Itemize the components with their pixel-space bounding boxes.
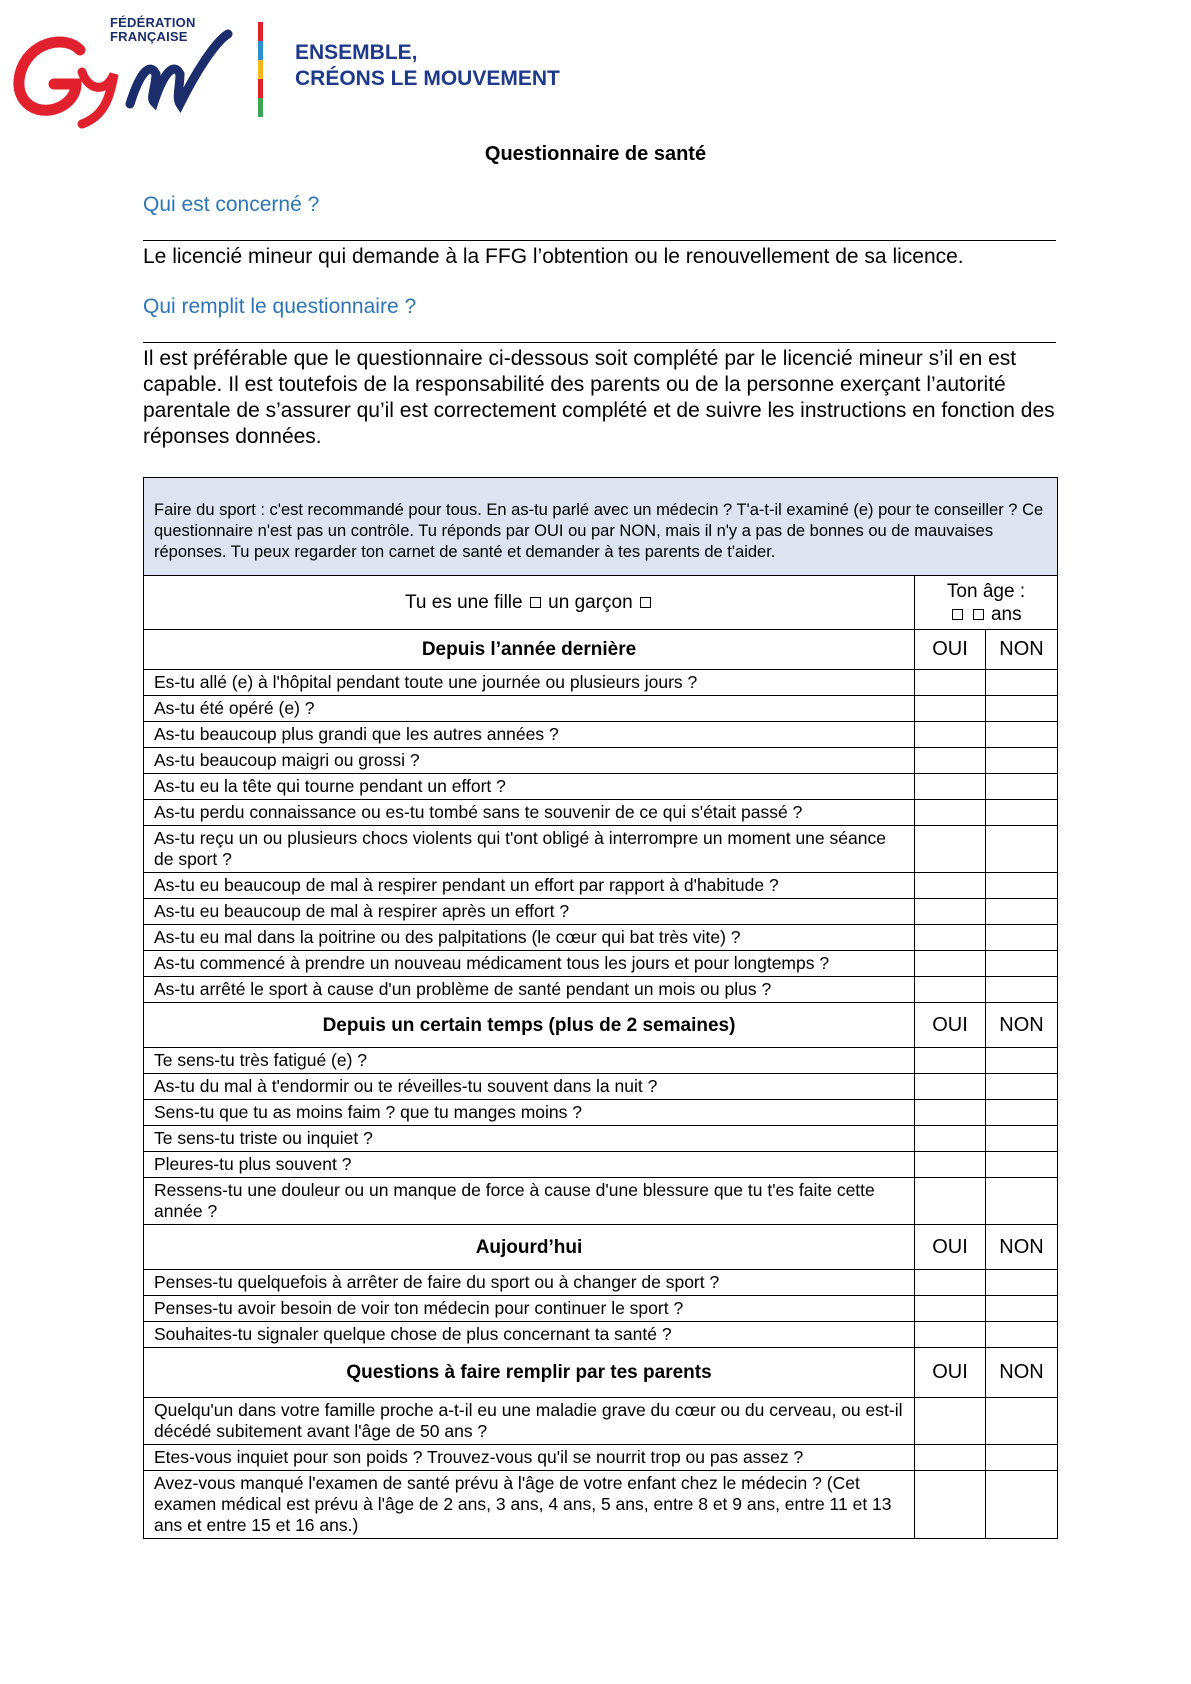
table-row <box>144 1471 1058 1539</box>
non-column-header: NON <box>986 1348 1058 1398</box>
answer-oui-cell[interactable] <box>915 696 986 722</box>
table-row <box>144 951 1058 977</box>
age-digit-box[interactable] <box>973 609 984 620</box>
table-row <box>144 873 1058 899</box>
question-text: As-tu reçu un ou plusieurs chocs violents qui t'ont obligé à interrompre un moment une séance de sport ? <box>144 826 915 873</box>
table-row <box>144 925 1058 951</box>
answer-non-cell[interactable] <box>986 722 1058 748</box>
group-heading: Questions à faire remplir par tes parents <box>144 1348 915 1398</box>
table-row <box>144 1152 1058 1178</box>
age-digit-box[interactable] <box>952 609 963 620</box>
age-label: Ton âge : <box>946 580 1026 602</box>
table-row <box>144 1074 1058 1100</box>
answer-oui-cell[interactable] <box>915 1100 986 1126</box>
answer-oui-cell[interactable] <box>915 1270 986 1296</box>
oui-column-header: OUI <box>915 1225 986 1270</box>
answer-oui-cell[interactable] <box>915 670 986 696</box>
answer-oui-cell[interactable] <box>915 1398 986 1445</box>
question-text: Te sens-tu très fatigué (e) ? <box>144 1048 915 1074</box>
table-row <box>144 1398 1058 1445</box>
answer-oui-cell[interactable] <box>915 899 986 925</box>
table-row <box>144 1270 1058 1296</box>
answer-non-cell[interactable] <box>986 1398 1058 1445</box>
answer-oui-cell[interactable] <box>915 1048 986 1074</box>
sex-label-girl: Tu es une fille <box>405 592 523 613</box>
question-text: As-tu été opéré (e) ? <box>144 696 915 722</box>
table-row <box>144 1296 1058 1322</box>
question-text: As-tu arrêté le sport à cause d'un problème de santé pendant un mois ou plus ? <box>144 977 915 1003</box>
answer-oui-cell[interactable] <box>915 748 986 774</box>
table-row <box>144 800 1058 826</box>
question-text: Souhaites-tu signaler quelque chose de plus concernant ta santé ? <box>144 1322 915 1348</box>
section-question-concerned: Qui est concerné ? <box>143 193 320 216</box>
table-row <box>144 696 1058 722</box>
question-text: Penses-tu quelquefois à arrêter de faire du sport ou à changer de sport ? <box>144 1270 915 1296</box>
question-text: As-tu eu beaucoup de mal à respirer après un effort ? <box>144 899 915 925</box>
header <box>10 12 570 130</box>
answer-non-cell[interactable] <box>986 873 1058 899</box>
table-row <box>144 1322 1058 1348</box>
answer-oui-cell[interactable] <box>915 925 986 951</box>
answer-oui-cell[interactable] <box>915 1445 986 1471</box>
question-text: Te sens-tu triste ou inquiet ? <box>144 1126 915 1152</box>
table-row <box>144 1126 1058 1152</box>
answer-oui-cell[interactable] <box>915 951 986 977</box>
intro-text: Faire du sport : c'est recommandé pour tous. En as-tu parlé avec un médecin ? T'a-t-il examiné (e) pour te conseiller ? Ce questionnaire n'est pas un contrôle. Tu réponds par OUI ou par NON, mais il n'y a pas de bonnes ou de mauvaises réponses. Tu peux regarder ton carnet de santé et demander à tes parents de t'aider. <box>144 478 1058 576</box>
answer-non-cell[interactable] <box>986 1445 1058 1471</box>
answer-non-cell[interactable] <box>986 670 1058 696</box>
answer-oui-cell[interactable] <box>915 774 986 800</box>
question-text: As-tu beaucoup maigri ou grossi ? <box>144 748 915 774</box>
table-row <box>144 899 1058 925</box>
answer-non-cell[interactable] <box>986 925 1058 951</box>
age-field <box>915 576 1058 630</box>
answer-non-cell[interactable] <box>986 826 1058 873</box>
group-heading: Depuis l’année dernière <box>144 630 915 670</box>
answer-non-cell[interactable] <box>986 1270 1058 1296</box>
answer-non-cell[interactable] <box>986 1048 1058 1074</box>
sex-label-boy: un garçon <box>548 592 633 613</box>
answer-non-cell[interactable] <box>986 1126 1058 1152</box>
answer-non-cell[interactable] <box>986 800 1058 826</box>
answer-non-cell[interactable] <box>986 977 1058 1003</box>
answer-non-cell[interactable] <box>986 748 1058 774</box>
divider <box>143 342 1056 343</box>
answer-oui-cell[interactable] <box>915 800 986 826</box>
answer-oui-cell[interactable] <box>915 722 986 748</box>
table-row <box>144 826 1058 873</box>
age-suffix: ans <box>990 603 1022 625</box>
answer-oui-cell[interactable] <box>915 977 986 1003</box>
checkbox-girl[interactable] <box>530 597 541 608</box>
answer-oui-cell[interactable] <box>915 826 986 873</box>
question-text: As-tu beaucoup plus grandi que les autres années ? <box>144 722 915 748</box>
health-questionnaire-table <box>143 477 1058 1539</box>
question-text: As-tu commencé à prendre un nouveau médicament tous les jours et pour longtemps ? <box>144 951 915 977</box>
oui-column-header: OUI <box>915 1003 986 1048</box>
sex-selector <box>144 576 915 630</box>
answer-non-cell[interactable] <box>986 951 1058 977</box>
question-text: As-tu eu la tête qui tourne pendant un effort ? <box>144 774 915 800</box>
question-text: As-tu eu mal dans la poitrine ou des palpitations (le cœur qui bat très vite) ? <box>144 925 915 951</box>
question-text: Ressens-tu une douleur ou un manque de force à cause d'une blessure que tu t'es faite cette année ? <box>144 1178 915 1225</box>
oui-column-header: OUI <box>915 630 986 670</box>
table-row <box>144 977 1058 1003</box>
logo-org-name: FÉDÉRATION FRANÇAISE <box>110 15 196 44</box>
table-row <box>144 722 1058 748</box>
answer-non-cell[interactable] <box>986 774 1058 800</box>
answer-oui-cell[interactable] <box>915 873 986 899</box>
group-header-row <box>144 1225 1058 1270</box>
table-row <box>144 748 1058 774</box>
question-text: Sens-tu que tu as moins faim ? que tu manges moins ? <box>144 1100 915 1126</box>
question-text: Etes-vous inquiet pour son poids ? Trouvez-vous qu'il se nourrit trop ou pas assez ? <box>144 1445 915 1471</box>
group-header-row <box>144 630 1058 670</box>
table-row <box>144 1178 1058 1225</box>
answer-non-cell[interactable] <box>986 1178 1058 1225</box>
oui-column-header: OUI <box>915 1348 986 1398</box>
divider <box>143 240 1056 241</box>
question-text: Penses-tu avoir besoin de voir ton médecin pour continuer le sport ? <box>144 1296 915 1322</box>
question-text: Es-tu allé (e) à l'hôpital pendant toute une journée ou plusieurs jours ? <box>144 670 915 696</box>
answer-non-cell[interactable] <box>986 1296 1058 1322</box>
question-text: As-tu du mal à t'endormir ou te réveilles-tu souvent dans la nuit ? <box>144 1074 915 1100</box>
checkbox-boy[interactable] <box>640 597 651 608</box>
table-row <box>144 670 1058 696</box>
answer-oui-cell[interactable] <box>915 1178 986 1225</box>
non-column-header: NON <box>986 630 1058 670</box>
group-heading: Aujourd’hui <box>144 1225 915 1270</box>
non-column-header: NON <box>986 1003 1058 1048</box>
answer-non-cell[interactable] <box>986 696 1058 722</box>
table-row <box>144 774 1058 800</box>
answer-oui-cell[interactable] <box>915 1152 986 1178</box>
group-header-row <box>144 1348 1058 1398</box>
answer-non-cell[interactable] <box>986 899 1058 925</box>
answer-non-cell[interactable] <box>986 1471 1058 1539</box>
logo-color-bar <box>258 22 263 117</box>
section-answer-who-fills: Il est préférable que le questionnaire ci-dessous soit complété par le licencié mineur s’il en est capable. Il est toutefois de la responsabilité des parents ou de la personne exerçant l’autorité parentale de s’assurer qu’il est correctement complété et de suivre les instructions en fonction des réponses données. <box>143 347 1055 448</box>
answer-non-cell[interactable] <box>986 1074 1058 1100</box>
answer-oui-cell[interactable] <box>915 1074 986 1100</box>
page-title: Questionnaire de santé <box>484 143 707 165</box>
answer-non-cell[interactable] <box>986 1322 1058 1348</box>
section-answer-concerned: Le licencié mineur qui demande à la FFG l’obtention ou le renouvellement de sa licence. <box>143 245 964 268</box>
group-header-row <box>144 1003 1058 1048</box>
group-heading: Depuis un certain temps (plus de 2 semaines) <box>144 1003 915 1048</box>
answer-non-cell[interactable] <box>986 1100 1058 1126</box>
answer-non-cell[interactable] <box>986 1152 1058 1178</box>
section-question-who-fills: Qui remplit le questionnaire ? <box>143 295 417 318</box>
table-row <box>144 1445 1058 1471</box>
table-row <box>144 1048 1058 1074</box>
non-column-header: NON <box>986 1225 1058 1270</box>
question-text: Quelqu'un dans votre famille proche a-t-il eu une maladie grave du cœur ou du cerveau, ou est-il décédé subitement avant l'âge de 50 ans ? <box>144 1398 915 1445</box>
answer-oui-cell[interactable] <box>915 1322 986 1348</box>
question-text: Avez-vous manqué l'examen de santé prévu à l'âge de votre enfant chez le médecin ? (Cet examen médical est prévu à l'âge de 2 ans, 3 ans, 4 ans, 5 ans, entre 8 et 9 ans, entre 11 et 13 ans et entre 15 et 16 ans.) <box>144 1471 915 1539</box>
slogan: ENSEMBLE, CRÉONS LE MOUVEMENT <box>295 41 560 90</box>
question-text: As-tu eu beaucoup de mal à respirer pendant un effort par rapport à d'habitude ? <box>144 873 915 899</box>
question-text: As-tu perdu connaissance ou es-tu tombé sans te souvenir de ce qui s'était passé ? <box>144 800 915 826</box>
answer-oui-cell[interactable] <box>915 1296 986 1322</box>
table-row <box>144 1100 1058 1126</box>
question-text: Pleures-tu plus souvent ? <box>144 1152 915 1178</box>
answer-oui-cell[interactable] <box>915 1126 986 1152</box>
answer-oui-cell[interactable] <box>915 1471 986 1539</box>
